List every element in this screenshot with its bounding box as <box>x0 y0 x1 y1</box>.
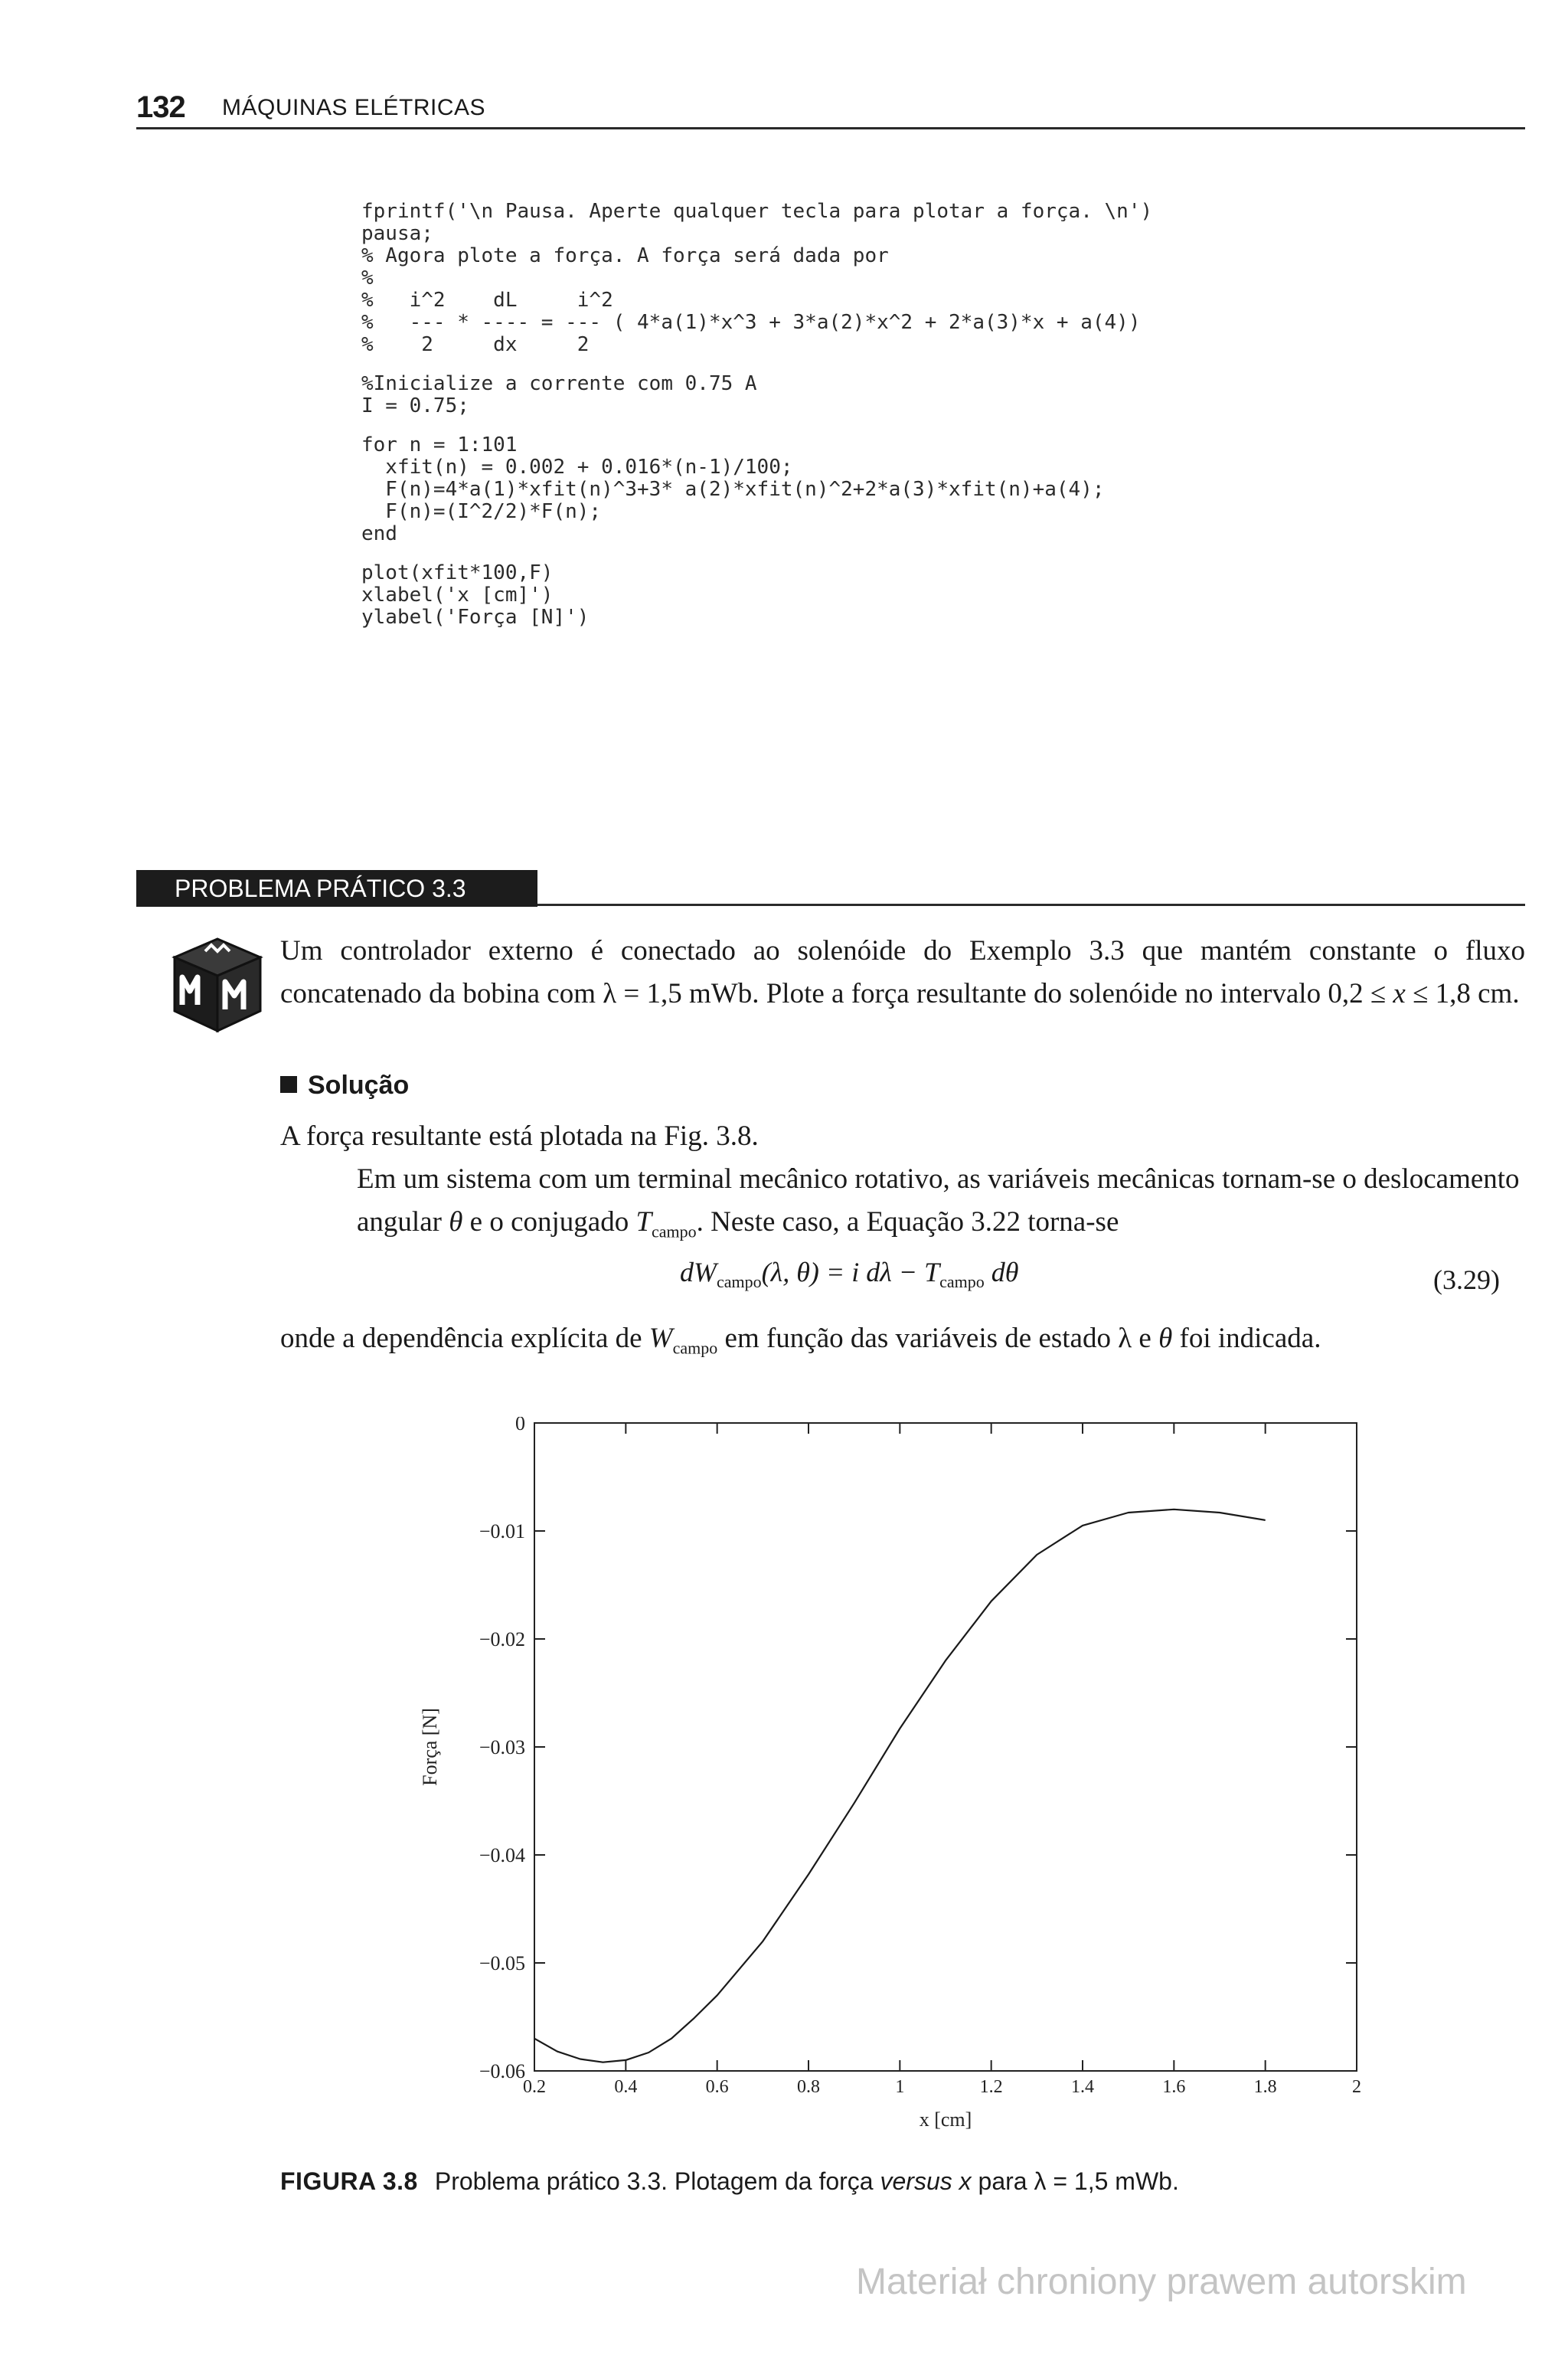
x-tick-label: 1.8 <box>1253 2077 1277 2097</box>
y-axis-label: Força [N] <box>419 1708 441 1786</box>
code-line: F(n)=(I^2/2)*F(n); <box>361 500 602 523</box>
code-line: % <box>361 267 374 289</box>
code-line: xlabel('x [cm]') <box>361 584 554 607</box>
matlab-cube-icon <box>167 934 268 1035</box>
code-line: plot(xfit*100,F) <box>361 561 554 584</box>
y-tick-label: 0 <box>515 1417 525 1434</box>
y-tick-label: −0.03 <box>479 1736 525 1758</box>
force-plot <box>398 1417 1393 2152</box>
code-line: pausa; <box>361 222 433 245</box>
y-tick-label: −0.05 <box>479 1952 525 1974</box>
solution-heading: Solução <box>280 1071 409 1101</box>
page-number: 132 <box>136 90 185 124</box>
equation-number: (3.29) <box>1433 1264 1500 1295</box>
code-line: fprintf('\n Pausa. Aperte qualquer tecla para plotar a força. \n') <box>361 200 1153 223</box>
x-tick-label: 1.4 <box>1071 2077 1094 2097</box>
solution-paragraph-3: onde a dependência explícita de $W_{campo}$ em função das variáveis de estado λ e θ foi indicada. <box>280 1323 1321 1358</box>
code-line: xfit(n) = 0.002 + 0.016*(n-1)/100; <box>361 456 793 479</box>
x-tick-label: 0.8 <box>797 2077 820 2097</box>
code-listing <box>361 201 1152 629</box>
running-title: MÁQUINAS ELÉTRICAS <box>222 95 486 120</box>
x-tick-label: 2 <box>1352 2077 1361 2097</box>
x-tick-label: 1 <box>895 2077 905 2097</box>
code-line: % 2 dx 2 <box>361 333 590 356</box>
code-line: end <box>361 522 397 545</box>
bullet-square-icon <box>280 1076 297 1093</box>
x-tick-label: 0.2 <box>523 2077 546 2097</box>
code-line: ylabel('Força [N]') <box>361 606 590 629</box>
watermark: Materiał chroniony prawem autorskim <box>856 2262 1467 2302</box>
problem-statement: Um controlador externo é conectado ao solenóide do Exemplo 3.3 que mantém constante o fluxo concatenado da bobina com λ = 1,5 mWb. Plote a força resultante do solenóide no intervalo 0,2 ≤ x ≤ 1,8 cm. <box>280 935 1525 1009</box>
figure-caption: FIGURA 3.8 Problema prático 3.3. Plotagem da força versus x para λ = 1,5 mWb. <box>280 2167 1179 2195</box>
code-line: % Agora plote a força. A força será dada por <box>361 244 889 267</box>
problem-label: PROBLEMA PRÁTICO 3.3 <box>175 875 466 902</box>
solution-paragraph-1: A força resultante está plotada na Fig. 3.8. <box>280 1120 759 1152</box>
code-blank-line <box>361 417 1152 434</box>
x-axis-label: x [cm] <box>919 2108 972 2131</box>
y-tick-label: −0.06 <box>479 2060 525 2082</box>
plot-frame <box>534 1423 1357 2071</box>
equation-3-29: $dW_{campo}(\lambda$, θ) = i $d\lambda - T_{campo}$ dθ <box>680 1257 1019 1292</box>
y-tick-label: −0.01 <box>479 1520 525 1542</box>
code-line: % --- * ---- = --- ( 4*a(1)*x^3 + 3*a(2)*x^2 + 2*a(3)*x + a(4)) <box>361 311 1141 334</box>
code-blank-line <box>361 545 1152 562</box>
force-curve <box>534 1510 1266 2062</box>
x-tick-label: 0.6 <box>705 2077 729 2097</box>
y-tick-label: −0.04 <box>479 1844 525 1866</box>
solution-paragraph-2: Em um sistema com um terminal mecânico rotativo, as variáveis mecânicas tornam-se o deslocamento angular θ e o conjugado $T_{campo}$. Neste caso, a Equação 3.22 torna-se <box>357 1163 1520 1241</box>
code-line: for n = 1:101 <box>361 433 518 456</box>
y-tick-label: −0.02 <box>479 1628 525 1650</box>
code-line: I = 0.75; <box>361 394 469 417</box>
code-line: F(n)=4*a(1)*xfit(n)^3+3* a(2)*xfit(n)^2+2*a(3)*xfit(n)+a(4); <box>361 478 1105 501</box>
x-tick-label: 1.6 <box>1162 2077 1186 2097</box>
code-line: %Inicialize a corrente com 0.75 A <box>361 372 757 395</box>
code-blank-line <box>361 356 1152 373</box>
code-line: % i^2 dL i^2 <box>361 289 613 312</box>
header-rule <box>136 127 1525 129</box>
x-tick-label: 1.2 <box>979 2077 1003 2097</box>
x-tick-label: 0.4 <box>614 2077 638 2097</box>
